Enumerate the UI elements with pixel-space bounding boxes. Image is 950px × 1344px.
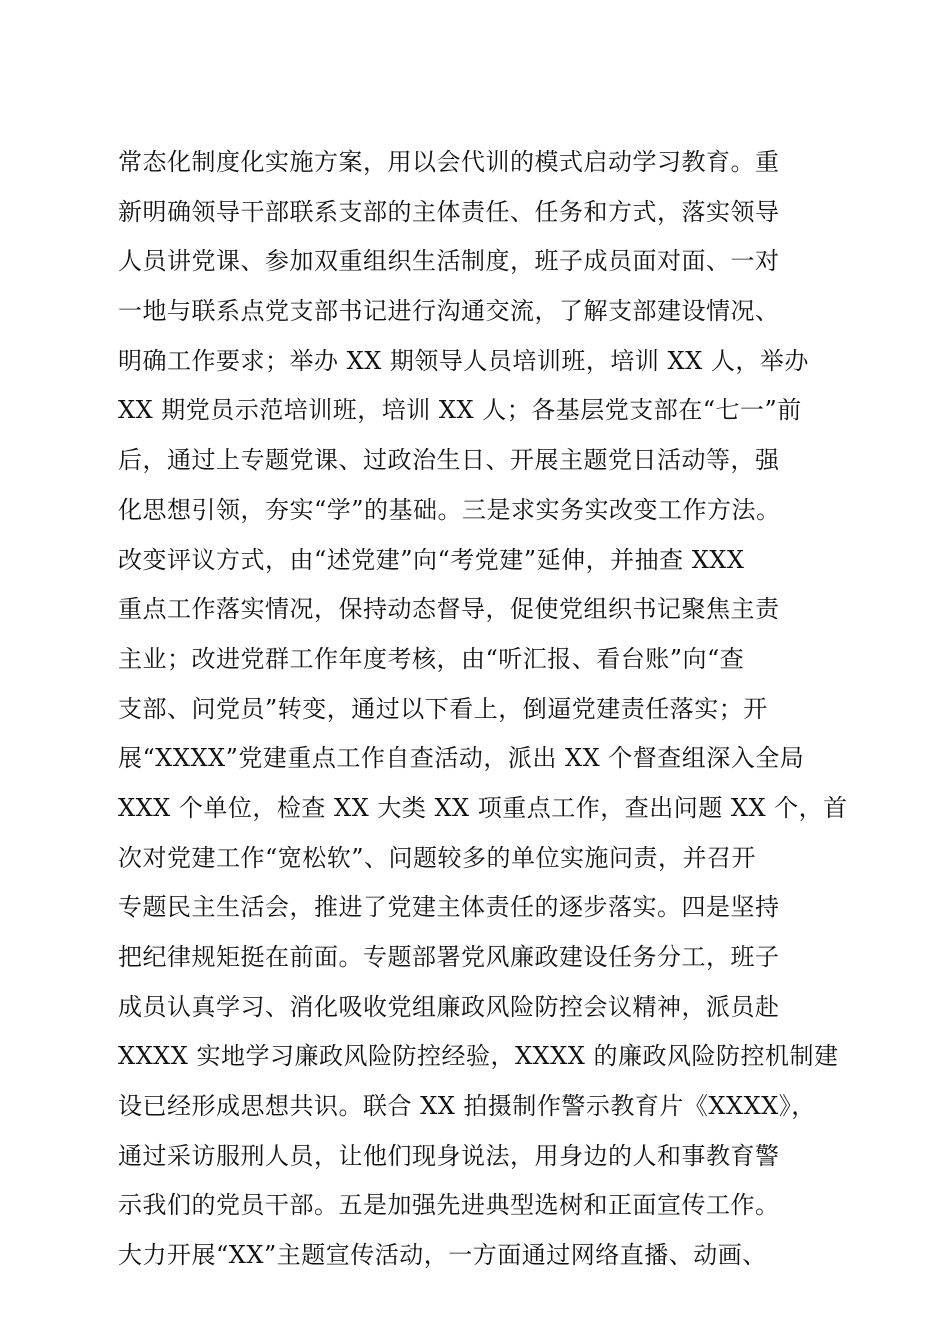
body-text: [118, 138, 858, 1281]
text-line: 重点工作落实情况，保持动态督导，促使党组织书记聚焦主责: [118, 595, 780, 624]
text-line: 成员认真学习、消化吸收党组廉政风险防控会议精神，派员赴: [118, 992, 780, 1021]
text-line: 明确工作要求；举办 XX 期领导人员培训班，培训 XX 人，举办: [118, 346, 809, 375]
text-line: 一地与联系点党支部书记进行沟通交流，了解支部建设情况、: [118, 297, 780, 326]
text-line: 化思想引领，夯实“学”的基础。三是求实务实改变工作方法。: [118, 495, 781, 524]
text-line: 新明确领导干部联系支部的主体责任、任务和方式，落实领导: [118, 197, 780, 226]
text-line: 后，通过上专题党课、过政治生日、开展主题党日活动等，强: [118, 446, 780, 475]
text-line: 设已经形成思想共识。联合 XX 拍摄制作警示教育片《XXXX》，: [118, 1092, 816, 1121]
text-line: 专题民主生活会，推进了党建主体责任的逐步落实。四是坚持: [118, 893, 780, 922]
text-line: 支部、问党员”转变，通过以下看上，倒逼党建责任落实；开: [118, 694, 768, 723]
text-line: 把纪律规矩挺在前面。专题部署党风廉政建设任务分工，班子: [118, 943, 780, 971]
text-line: XX 期党员示范培训班，培训 XX 人；各基层党支部在“七一”前: [118, 396, 802, 425]
text-line: 示我们的党员干部。五是加强先进典型选树和正面宣传工作。: [118, 1191, 780, 1220]
text-line: XXX 个单位，检查 XX 大类 XX 项重点工作，查出问题 XX 个，首: [118, 793, 848, 822]
text-line: 主业；改进党群工作年度考核，由“听汇报、看台账”向“查: [118, 644, 745, 673]
text-line: 大力开展“XX”主题宣传活动，一方面通过网络直播、动画、: [118, 1241, 767, 1270]
text-line: 次对党建工作“宽松软”、问题较多的单位实施问责，并召开: [118, 843, 757, 872]
text-line: 人员讲党课、参加双重组织生活制度，班子成员面对面、一对: [118, 247, 780, 276]
text-line: XXXX 实地学习廉政风险防控经验，XXXX 的廉政风险防控机制建: [118, 1042, 839, 1071]
text-line: 展“XXXX”党建重点工作自查活动，派出 XX 个督查组深入全局: [118, 744, 805, 773]
text-line: 通过采访服刑人员，让他们现身说法，用身边的人和事教育警: [118, 1141, 780, 1170]
text-line: 改变评议方式，由“述党建”向“考党建”延伸，并抽查 XXX: [118, 545, 745, 574]
text-line: 常态化制度化实施方案，用以会代训的模式启动学习教育。重: [118, 148, 780, 176]
